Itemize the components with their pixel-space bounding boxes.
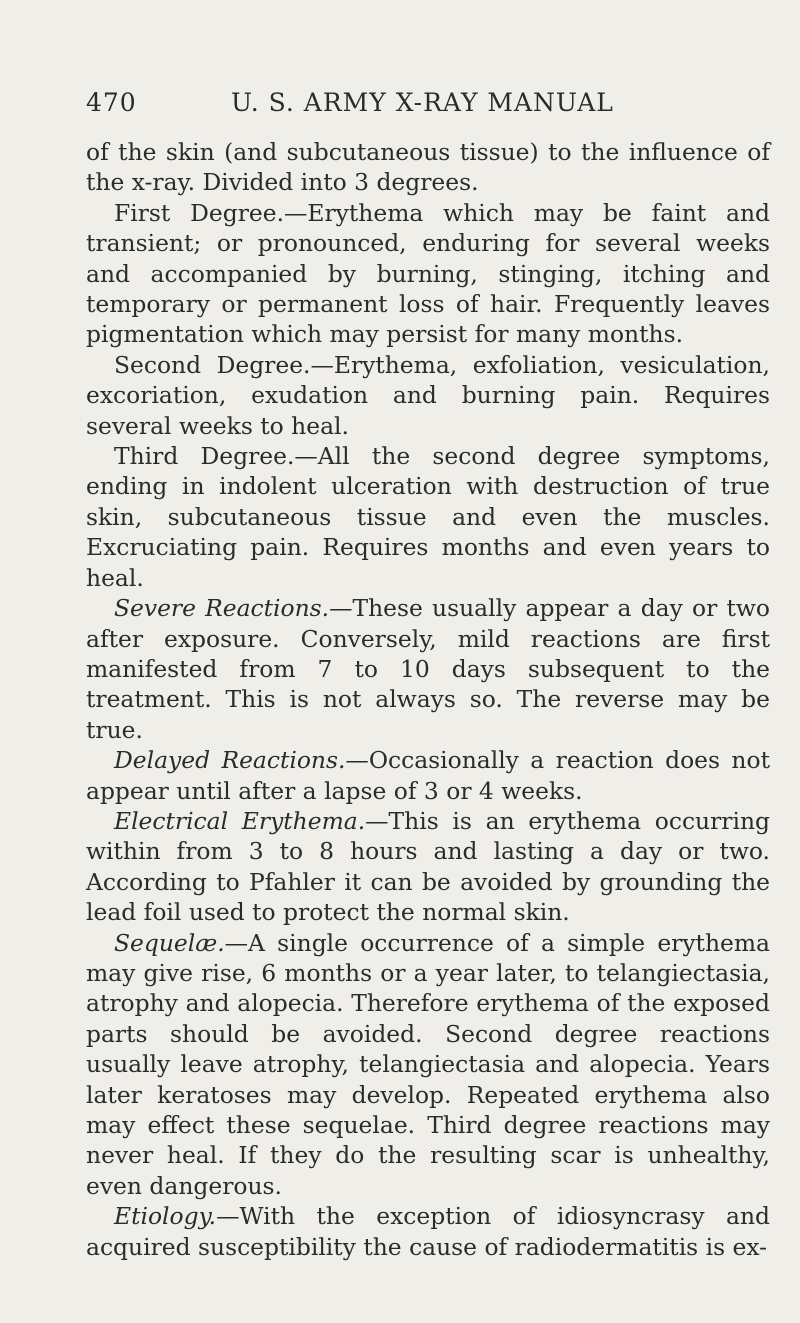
- page-header: [86, 88, 766, 128]
- body-text: [86, 137, 770, 1262]
- paragraph-text: —This is an erythema occurring within from 3 to 8 hours and lasting a day or two. According to Pfahler it can be avoided by grounding the lead foil used to protect the normal skin.: [86, 806, 770, 927]
- paragraph-heading: Second Degree.: [114, 350, 311, 379]
- paragraph-heading: Sequelæ.: [114, 928, 225, 957]
- paragraph-electrical-erythema: [86, 806, 770, 928]
- paragraph-heading: Electrical Erythema.: [114, 806, 366, 835]
- paragraph-heading: Delayed Reactions.: [114, 746, 346, 775]
- paragraph-heading: First Degree.: [114, 198, 285, 227]
- paragraph-third-degree: [86, 441, 770, 593]
- paragraph-text: —Occasionally a reaction does not appear until after a lapse of 3 or 4 weeks.: [86, 746, 770, 805]
- paragraph-text: —With the exception of idiosyncrasy and acquired susceptibility the cause of radiodermatitis is ex-: [86, 1202, 770, 1261]
- paragraph-first-degree: [86, 198, 770, 350]
- paragraph-second-degree: [86, 350, 770, 441]
- paragraph-text: —These usually appear a day or two after exposure. Conversely, mild reactions are first manifested from 7 to 10 days subsequent to the treatment. This is not always so. The reverse may be true.: [86, 594, 770, 744]
- paragraph-severe-reactions: [86, 593, 770, 745]
- paragraph-text: —Erythema which may be faint and transient; or pronounced, enduring for several weeks and accompanied by burning, stinging, itching and temporary or permanent loss of hair. Frequently leaves pigmentation which may persist for many months.: [86, 198, 771, 349]
- paragraph-etiology: [86, 1201, 770, 1262]
- paragraph-text: of the skin (and subcutaneous tissue) to the influence of the x-ray. Divided into 3 degrees.: [86, 138, 770, 197]
- paragraph-continuation: [86, 137, 770, 198]
- paragraph-heading: Third Degree.: [114, 442, 295, 471]
- page-number: 470: [86, 88, 137, 117]
- paragraph-heading: Etiology.: [114, 1202, 217, 1231]
- paragraph-heading: Severe Reactions.: [114, 594, 330, 623]
- paragraph-delayed-reactions: [86, 745, 770, 806]
- paragraph-text: —Erythema, exfoliation, vesiculation, excoriation, exudation and burning pain. Requires several weeks to heal.: [86, 350, 770, 440]
- running-title: U. S. ARMY X-RAY MANUAL: [231, 88, 614, 117]
- paragraph-sequelae: [86, 928, 770, 1202]
- paragraph-text: —A single occurrence of a simple erythema may give rise, 6 months or a year later, to telangiectasia, atrophy and alopecia. Therefore erythema of the exposed parts should be avoided. Second degree reactions usually leave atrophy, telangiectasia and alopecia. Years later keratoses may develop. Repeated erythema also may effect these sequelae. Third degree reactions may never heal. If they do the resulting scar is unhealthy, even dangerous.: [86, 928, 770, 1200]
- paragraph-text: —All the second degree symptoms, ending in indolent ulceration with destruction of true skin, subcutaneous tissue and even the muscles. Excruciating pain. Requires months and even years to heal.: [86, 442, 770, 592]
